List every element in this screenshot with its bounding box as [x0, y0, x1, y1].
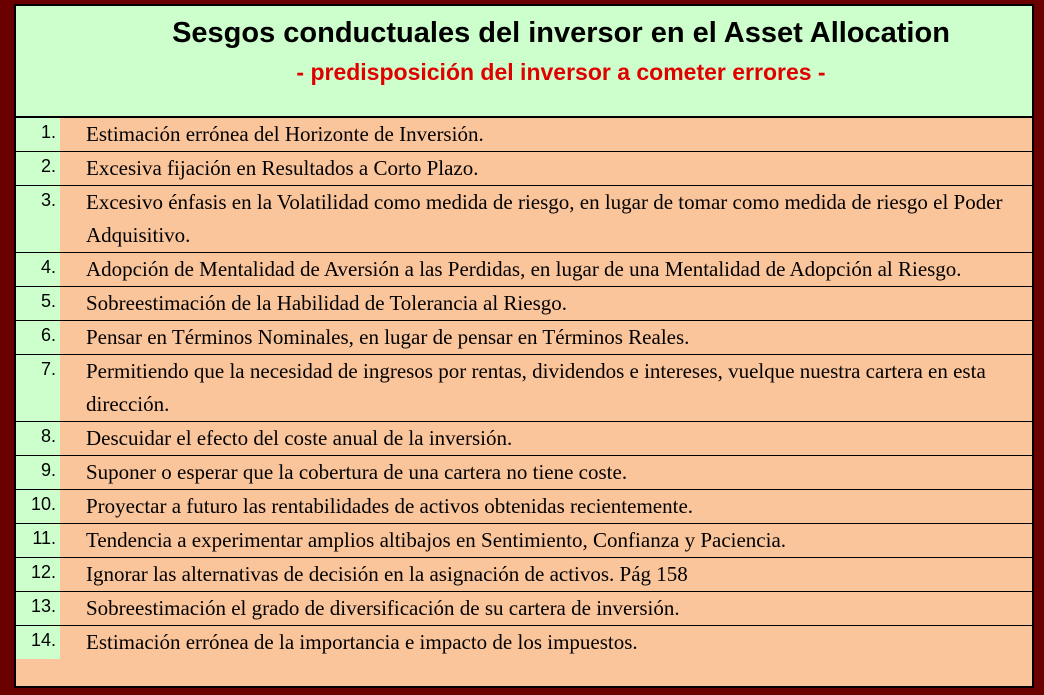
item-number: 11. — [16, 524, 60, 558]
header-panel — [16, 6, 1032, 118]
item-text: Sobreestimación de la Habilidad de Tolerancia al Riesgo. — [60, 287, 1032, 321]
list-item — [16, 118, 1032, 152]
item-text: Ignorar las alternativas de decisión en la asignación de activos. Pág 158 — [60, 558, 1032, 592]
item-text: Proyectar a futuro las rentabilidades de activos obtenidas recientemente. — [60, 490, 1032, 524]
page-subtitle: - predisposición del inversor a cometer errores - — [296, 59, 826, 85]
list-item — [16, 152, 1032, 186]
item-number: 14. — [16, 626, 60, 660]
list-item — [16, 287, 1032, 321]
item-number: 5. — [16, 287, 60, 321]
list-item — [16, 456, 1032, 490]
list-item — [16, 490, 1032, 524]
list-item — [16, 355, 1032, 422]
item-number: 3. — [16, 186, 60, 253]
list-item — [16, 558, 1032, 592]
item-number: 4. — [16, 253, 60, 287]
item-text: Adopción de Mentalidad de Aversión a las Perdidas, en lugar de una Mentalidad de Adopción al Riesgo. — [60, 253, 1032, 287]
list-item — [16, 626, 1032, 660]
item-number: 2. — [16, 152, 60, 186]
item-number: 13. — [16, 592, 60, 626]
item-number: 9. — [16, 456, 60, 490]
list-item — [16, 186, 1032, 253]
item-text: Sobreestimación el grado de diversificación de su cartera de inversión. — [60, 592, 1032, 626]
list-item — [16, 592, 1032, 626]
item-text: Permitiendo que la necesidad de ingresos por rentas, dividendos e intereses, vuelque nuestra cartera en esta dirección. — [60, 355, 1032, 422]
slide-frame — [14, 4, 1034, 688]
item-text: Suponer o esperar que la cobertura de una cartera no tiene coste. — [60, 456, 1032, 490]
item-text: Estimación errónea del Horizonte de Inversión. — [60, 118, 1032, 152]
item-number: 6. — [16, 321, 60, 355]
item-number: 7. — [16, 355, 60, 422]
item-number: 12. — [16, 558, 60, 592]
bias-list-table — [16, 118, 1032, 659]
item-text: Estimación errónea de la importancia e impacto de los impuestos. — [60, 626, 1032, 660]
item-number: 1. — [16, 118, 60, 152]
item-text: Pensar en Términos Nominales, en lugar de pensar en Términos Reales. — [60, 321, 1032, 355]
item-number: 10. — [16, 490, 60, 524]
page-title: Sesgos conductuales del inversor en el Asset Allocation — [172, 17, 950, 49]
list-item — [16, 422, 1032, 456]
item-text: Tendencia a experimentar amplios altibajos en Sentimiento, Confianza y Paciencia. — [60, 524, 1032, 558]
item-text: Excesivo énfasis en la Volatilidad como medida de riesgo, en lugar de tomar como medida de riesgo el Poder Adquisitivo. — [60, 186, 1032, 253]
item-text: Descuidar el efecto del coste anual de la inversión. — [60, 422, 1032, 456]
list-item — [16, 321, 1032, 355]
list-item — [16, 524, 1032, 558]
item-number: 8. — [16, 422, 60, 456]
item-text: Excesiva fijación en Resultados a Corto Plazo. — [60, 152, 1032, 186]
list-item — [16, 253, 1032, 287]
